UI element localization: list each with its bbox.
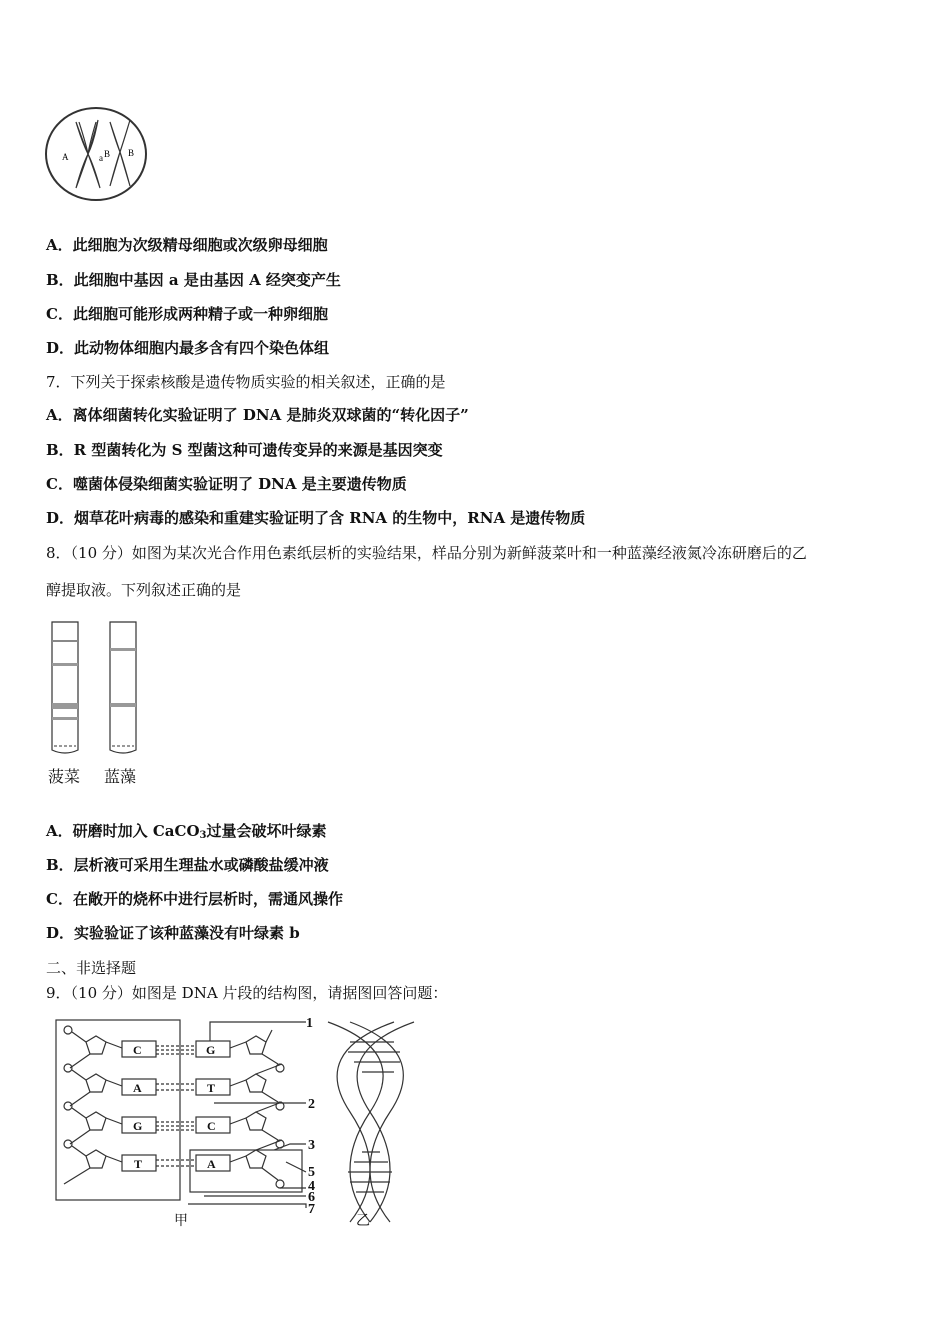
q8-stem-line2: 醇提取液。下列叙述正确的是 xyxy=(46,581,242,599)
base-left-4: T xyxy=(134,1157,143,1171)
gene-label-A: A xyxy=(62,152,69,162)
q7-option-a: A．离体细菌转化实验证明了 DNA 是肺炎双球菌的“转化因子” xyxy=(46,406,469,424)
q8-stem-line1: 8．（10 分）如图为某次光合作用色素纸层析的实验结果，样品分别为新鲜菠菜叶和一种蓝藻经液氮冷冻研磨后的乙 xyxy=(46,544,807,562)
q7-stem: 7．下列关于探索核酸是遗传物质实验的相关叙述，正确的是 xyxy=(46,373,446,391)
cyano-band-2 xyxy=(110,703,136,707)
spinach-band-3 xyxy=(52,703,78,709)
q6-option-c: C．此细胞可能形成两种精子或一种卵细胞 xyxy=(46,305,328,323)
base-left-1: C xyxy=(133,1043,142,1057)
marker-5: 5 xyxy=(308,1165,315,1180)
chromatography-figure xyxy=(48,620,148,760)
spinach-band-4 xyxy=(52,717,78,720)
strip-label-spinach: 菠菜 xyxy=(48,767,81,786)
label-yi: 乙 xyxy=(356,1213,370,1229)
base-right-4: A xyxy=(207,1157,216,1171)
dna-structure-figure xyxy=(50,1012,430,1232)
cyano-band-1 xyxy=(110,648,136,651)
gene-label-B-1: B xyxy=(104,149,111,159)
section-heading: 二、非选择题 xyxy=(46,959,137,977)
q8-option-a: A．研磨时加入 CaCO$_3$过量会破坏叶绿素 xyxy=(46,822,327,841)
strip-cyanobacteria xyxy=(110,622,136,753)
gene-label-a: a xyxy=(99,153,103,163)
marker-6: 6 xyxy=(308,1190,315,1205)
q6-option-a: A．此细胞为次级精母细胞或次级卵母细胞 xyxy=(46,236,328,254)
spinach-band-2 xyxy=(52,663,78,666)
chromosome-left xyxy=(76,120,100,188)
base-left-2: A xyxy=(133,1081,142,1095)
spinach-band-1 xyxy=(52,640,78,642)
q6-option-d: D．此动物体细胞内最多含有四个染色体组 xyxy=(46,339,330,357)
q7-option-b: B．R 型菌转化为 S 型菌这种可遗传变异的来源是基因突变 xyxy=(46,441,443,459)
double-helix xyxy=(328,1022,414,1222)
label-jia: 甲 xyxy=(174,1213,188,1229)
q9-stem: 9．（10 分）如图是 DNA 片段的结构图，请据图回答问题： xyxy=(46,984,448,1002)
chromosome-right xyxy=(110,120,130,186)
strip-spinach xyxy=(52,622,78,753)
left-backbone xyxy=(64,1026,122,1184)
base-left-3: G xyxy=(133,1119,143,1133)
q8-option-b: B．层析液可采用生理盐水或磷酸盐缓冲液 xyxy=(46,856,329,874)
base-right-2: T xyxy=(207,1081,216,1095)
strip-label-cyanobacteria: 蓝藻 xyxy=(104,767,137,786)
q7-option-c: C．噬菌体侵染细菌实验证明了 DNA 是主要遗传物质 xyxy=(46,475,407,493)
base-right-1: G xyxy=(206,1043,216,1057)
q7-option-d: D．烟草花叶病毒的感染和重建实验证明了含 RNA 的生物中，RNA 是遗传物质 xyxy=(46,509,586,527)
cell-chromosome-figure xyxy=(40,104,152,204)
gene-label-B-2: B xyxy=(128,148,135,158)
marker-2: 2 xyxy=(308,1097,315,1112)
q8-option-d: D．实验验证了该种蓝藻没有叶绿素 b xyxy=(46,924,300,942)
q6-option-b: B．此细胞中基因 a 是由基因 A 经突变产生 xyxy=(46,271,341,289)
base-right-3: C xyxy=(207,1119,216,1133)
marker-4: 4 xyxy=(308,1179,315,1194)
marker-7: 7 xyxy=(308,1202,315,1217)
right-backbone xyxy=(230,1030,284,1188)
marker-3: 3 xyxy=(308,1138,315,1153)
marker-1: 1 xyxy=(306,1016,313,1031)
q8-option-c: C．在敞开的烧杯中进行层析时，需通风操作 xyxy=(46,890,343,908)
